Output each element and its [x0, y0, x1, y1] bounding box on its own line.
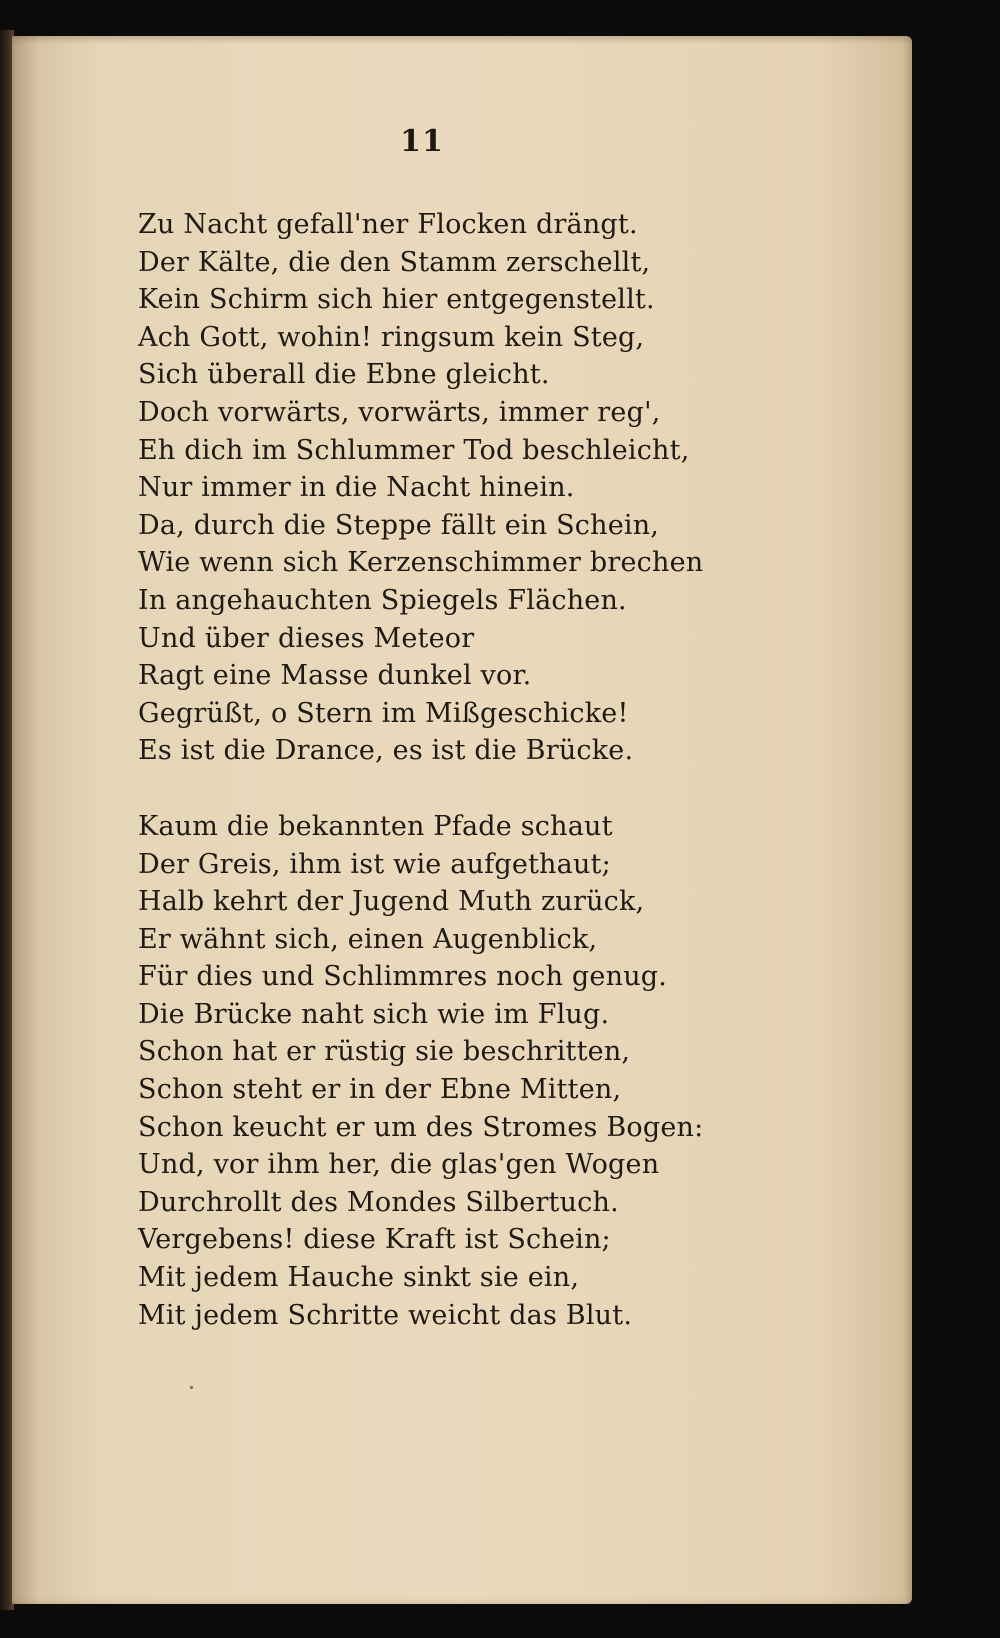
book-page	[12, 36, 912, 1604]
page-number: 11	[400, 124, 444, 159]
verse-line: Halb kehrt der Jugend Muth zurück,	[138, 886, 645, 918]
verse-line: Er wähnt sich, einen Augenblick,	[138, 923, 598, 955]
verse-line: Und über dieses Meteor	[138, 622, 475, 654]
stanza-1	[138, 206, 798, 770]
verse-line: Vergebens! diese Kraft ist Schein;	[138, 1224, 611, 1256]
verse-line: Der Kälte, die den Stamm zerschellt,	[138, 246, 651, 278]
verse-line: Schon steht er in der Ebne Mitten,	[138, 1074, 622, 1106]
verse-line: Ragt eine Masse dunkel vor.	[138, 660, 532, 692]
verse-line: Wie wenn sich Kerzenschimmer brechen	[138, 547, 704, 579]
paper-speck	[190, 1386, 193, 1389]
poem-text	[138, 206, 798, 1334]
stanza-2	[138, 808, 798, 1334]
verse-line: Doch vorwärts, vorwärts, immer reg',	[138, 396, 661, 428]
verse-line: Eh dich im Schlummer Tod beschleicht,	[138, 434, 690, 466]
verse-line: Der Greis, ihm ist wie aufgethaut;	[138, 848, 611, 880]
verse-line: Da, durch die Steppe fällt ein Schein,	[138, 509, 660, 541]
verse-line: Mit jedem Schritte weicht das Blut.	[138, 1299, 633, 1331]
verse-line: In angehauchten Spiegels Flächen.	[138, 584, 627, 616]
verse-line: Und, vor ihm her, die glas'gen Wogen	[138, 1149, 660, 1181]
verse-line: Es ist die Drance, es ist die Brücke.	[138, 735, 634, 767]
verse-line: Zu Nacht gefall'ner Flocken drängt.	[138, 209, 638, 240]
verse-line: Durchrollt des Mondes Silbertuch.	[138, 1186, 619, 1218]
verse-line: Kein Schirm sich hier entgegenstellt.	[138, 284, 655, 316]
verse-line: Mit jedem Hauche sinkt sie ein,	[138, 1262, 580, 1294]
verse-line: Sich überall die Ebne gleicht.	[138, 359, 550, 391]
verse-line: Nur immer in die Nacht hinein.	[138, 472, 575, 504]
verse-line: Für dies und Schlimmres noch genug.	[138, 961, 668, 993]
verse-line: Schon keucht er um des Stromes Bogen:	[138, 1111, 704, 1143]
verse-line: Schon hat er rüstig sie beschritten,	[138, 1036, 631, 1068]
verse-line: Ach Gott, wohin! ringsum kein Steg,	[138, 321, 645, 353]
verse-line: Gegrüßt, o Stern im Mißgeschicke!	[138, 697, 629, 729]
verse-line: Kaum die bekannten Pfade schaut	[138, 810, 613, 842]
verse-line: Die Brücke naht sich wie im Flug.	[138, 998, 610, 1030]
